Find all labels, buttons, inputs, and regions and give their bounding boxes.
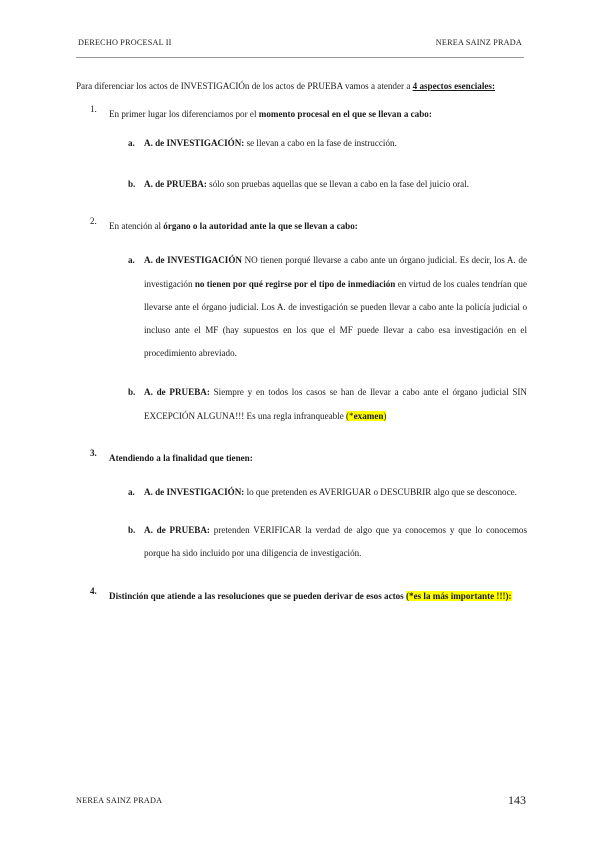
list-item-1 [76, 104, 527, 125]
intro-paragraph [76, 76, 527, 97]
item-number: 2. [90, 216, 97, 227]
sub-item-2b: b. A. de PRUEBA: Siempre y en todos los casos se han de llevar a cabo ante el órgano judicial SIN EXCEPCIÓN ALGUNA!!! Es una regla infranqueable (*examen) [76, 381, 527, 427]
sub-letter: a. [128, 486, 135, 497]
list-item-2 [76, 216, 527, 237]
exam-highlight: (*examen) [346, 410, 387, 421]
header-rule [76, 57, 524, 58]
intro-text: Para diferenciar los actos de INVESTIGACIÓn de los actos de PRUEBA vamos a atender a [76, 81, 413, 91]
header-author: NEREA SAINZ PRADA [435, 38, 522, 47]
intro-emphasis: 4 aspectos esenciales: [412, 81, 495, 91]
sub-letter: b. [128, 179, 136, 190]
header-course-title: DERECHO PROCESAL II [78, 38, 172, 47]
item-number: 1. [90, 104, 97, 114]
footer-author: NEREA SAINZ PRADA [76, 796, 163, 805]
sub-item-3a: a. A. de INVESTIGACIÓN: lo que pretenden es AVERIGUAR o DESCUBRIR algo que se desconoce. [76, 481, 527, 504]
item-heading: En atención al órgano o la autoridad ante la que se llevan a cabo: [109, 221, 358, 232]
item-number: 3. [90, 447, 97, 458]
sub-letter: a. [128, 255, 135, 266]
item-heading: En primer lugar los diferenciamos por el momento procesal en el que se llevan a cabo: [109, 109, 432, 119]
sub-item-1a: a. A. de INVESTIGACIÓN: se llevan a cabo en la fase de instrucción. [76, 132, 527, 155]
document-body [76, 76, 527, 607]
sub-item-2a: a. A. de INVESTIGACIÓN NO tienen porqué llevarse a cabo ante un órgano judicial. Es decir, los A. de investigación no tienen por qué regirse por el tipo de inmediación en virtud de los cuales tendrían que llevarse ante el órgano judicial. Los A. de investigación se pueden llevar a cabo ante la policía judicial o incluso ante el MF (hay supuestos en los que el MF puede llevar a cabo esa investigación en el procedimiento abreviado. [76, 249, 527, 365]
sub-letter: b. [128, 387, 136, 398]
list-item-3 [76, 448, 527, 469]
item-number: 4. [90, 586, 97, 597]
important-highlight: (*es la más importante !!!): [406, 591, 512, 602]
sub-item-3b: b. A. de PRUEBA: pretenden VERIFICAR la verdad de algo que ya conocemos y que lo conocemos porque ha sido incluido por una diligencia de investigación. [76, 519, 527, 565]
page-number: 143 [508, 793, 526, 807]
sub-letter: a. [128, 138, 135, 148]
sub-item-1b: b. A. de PRUEBA: sólo son pruebas aquellas que se llevan a cabo en la fase del juicio oral. [76, 173, 527, 196]
sub-letter: b. [128, 525, 136, 536]
list-item-4 [76, 586, 527, 607]
page-header [78, 38, 522, 47]
item-heading: Distinción que atiende a las resoluciones que se pueden derivar de esos actos (*es la más importante !!!): [109, 591, 512, 602]
item-heading: Atendiendo a la finalidad que tienen: [109, 452, 253, 463]
